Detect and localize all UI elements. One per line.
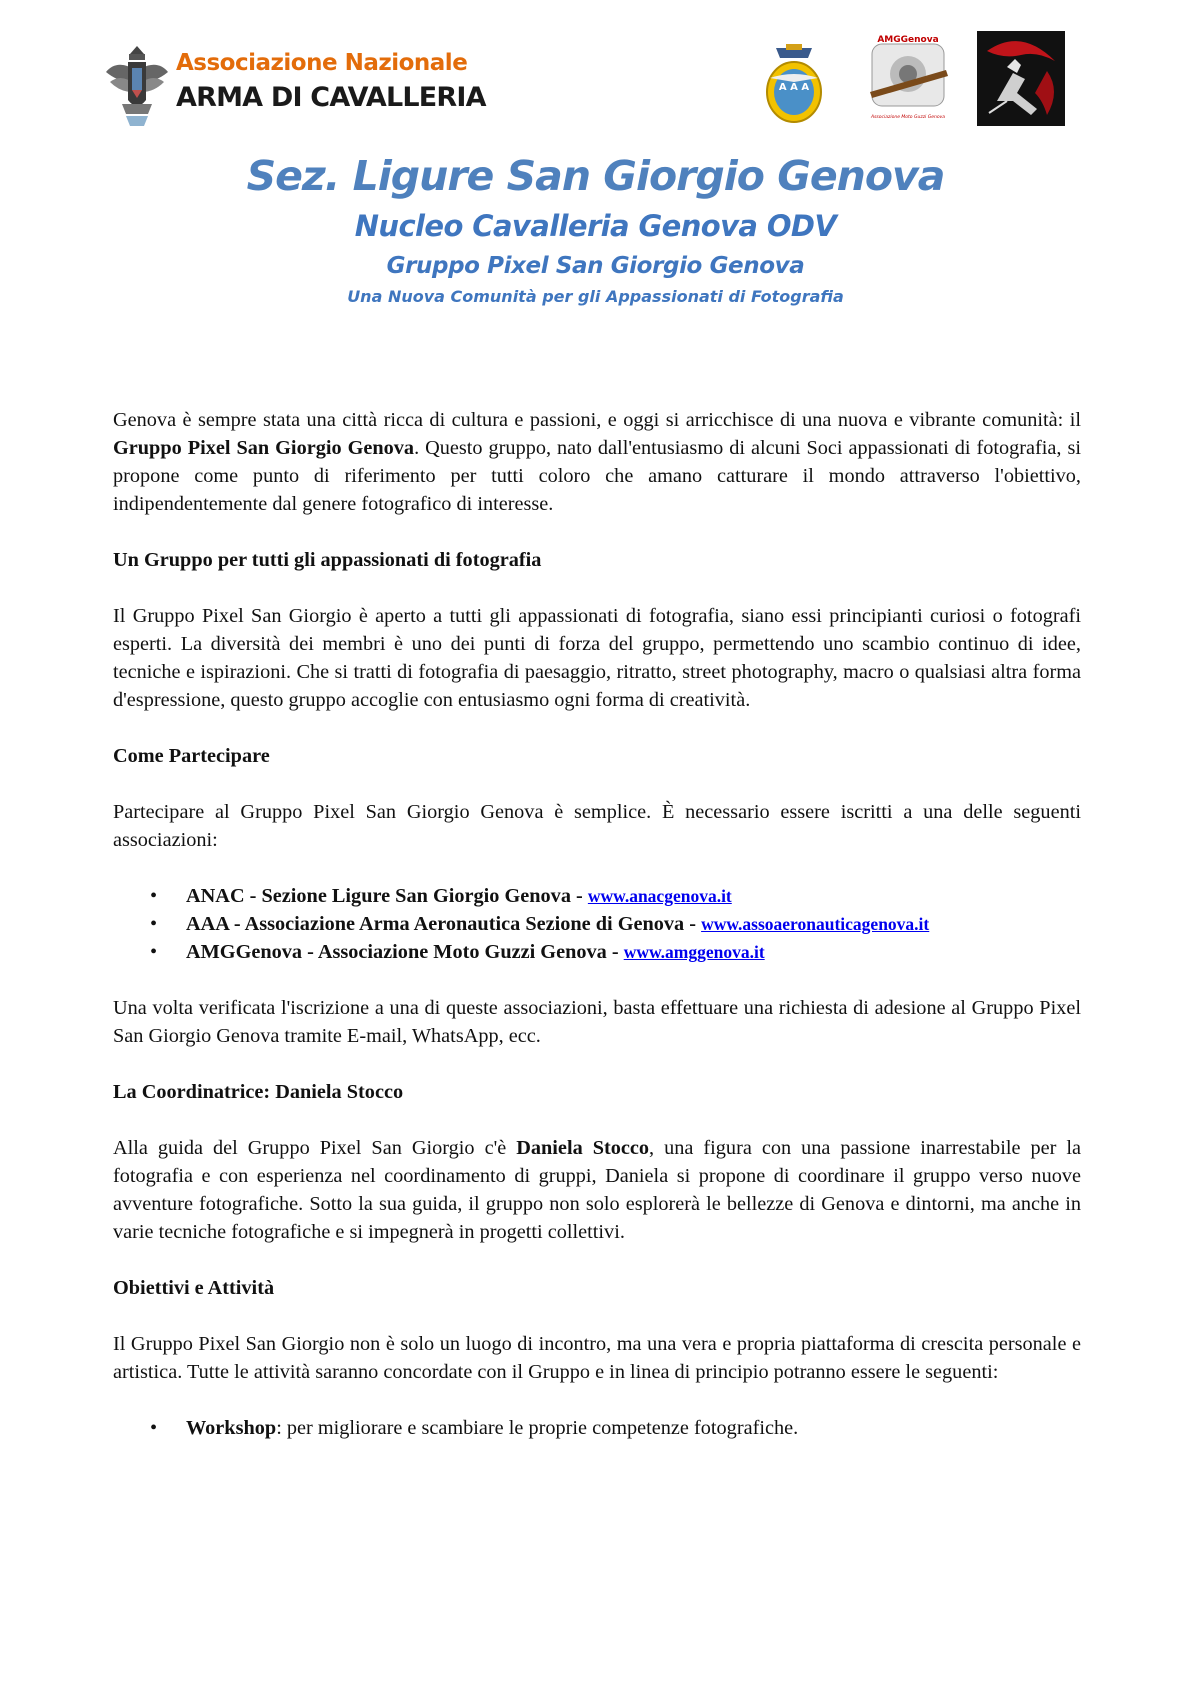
section-heading-obiettivi: Obiettivi e Attività: [113, 1277, 275, 1299]
aaa-letters: A A A: [778, 82, 810, 93]
coordinatrice-name: Daniela Stocco: [516, 1137, 650, 1159]
section-paragraph-gruppo: Il Gruppo Pixel San Giorgio è aperto a tutti gli appassionati di fotografia, siano essi principianti curiosi o fotografi esperti. La diversità dei membri è uno dei punti di forza del gruppo, permettendo uno scambio continuo di idee, tecniche e ispirazioni. Che si tratti di fotografia di paesaggio, ritratto, street photography, macro o qualsiasi altra forma d'espressione, questo gruppo accoglie con entusiasmo ogni forma di creatività.: [113, 605, 1081, 711]
amg-logo-caption: Associazione Moto Guzzi Genova: [870, 115, 946, 120]
amggenova-logo: [864, 30, 952, 125]
intro-bold: Gruppo Pixel San Giorgio Genova: [113, 437, 415, 459]
separator: -: [606, 941, 624, 963]
bullet: •: [150, 913, 158, 935]
separator: -: [570, 885, 588, 907]
san-giorgio-logo: [977, 31, 1065, 126]
section-paragraph-adesione: Una volta verificata l'iscrizione a una di queste associazioni, basta effettuare una richiesta di adesione al Gruppo Pixel San Giorgio Genova tramite E-mail, WhatsApp, ecc.: [113, 997, 1081, 1047]
association-name: ANAC - Sezione Ligure San Giorgio Genova: [186, 885, 571, 907]
section-heading-gruppo: Un Gruppo per tutti gli appassionati di fotografia: [113, 549, 542, 571]
aaa-logo: [764, 42, 824, 124]
cavalry-crest-icon: [102, 42, 172, 132]
association-name: AMGGenova - Associazione Moto Guzzi Genova: [186, 941, 607, 963]
section-heading-partecipare: Come Partecipare: [113, 745, 270, 767]
association-link-anac[interactable]: www.anacgenova.it: [587, 886, 732, 906]
anac-name-line1: Associazione Nazionale: [176, 50, 468, 76]
association-link-aaa[interactable]: www.assoaeronauticagenova.it: [701, 914, 930, 934]
section-paragraph-obiettivi: Il Gruppo Pixel San Giorgio non è solo un luogo di incontro, ma una vera e propria piattaforma di crescita personale e artistica. Tutte le attività saranno concordate con il Gruppo e in linea di principio potranno essere le seguenti:: [113, 1333, 1081, 1383]
coordinatrice-text-1: Alla guida del Gruppo Pixel San Giorgio c'è: [113, 1137, 517, 1159]
separator: -: [684, 913, 702, 935]
subtitle-gruppo: Gruppo Pixel San Giorgio Genova: [386, 253, 805, 279]
section-heading-coordinatrice: La Coordinatrice: Daniela Stocco: [113, 1081, 404, 1103]
amg-logo-text: AMGGenova: [877, 35, 939, 45]
activity-desc: : per migliorare e scambiare le proprie competenze fotografiche.: [276, 1417, 799, 1439]
list-item: [113, 882, 1081, 910]
activities-list: [113, 1414, 1081, 1442]
intro-paragraph: [113, 406, 1081, 518]
subtitle-nucleo: Nucleo Cavalleria Genova ODV: [354, 209, 837, 243]
list-item: [113, 910, 1081, 938]
intro-text-1: Genova è sempre stata una città ricca di cultura e passioni, e oggi si arricchisce di una nuova e vibrante comunità: il: [113, 409, 1081, 431]
coordinatrice-text-2: , una figura con una passione inarrestabile per la fotografia e con esperienza nel coordinamento di gruppi, Daniela si propone di coordinare il gruppo verso nuove avventure fotografiche. Sotto la sua guida, il gruppo non solo esplorerà le bellezze di Genova e dintorni, ma anche in varie tecniche fotografiche e si impegnerà in progetti collettivi.: [113, 1137, 1082, 1243]
bullet: •: [150, 1417, 158, 1439]
document-body: [113, 406, 1081, 1470]
intro-text-2: . Questo gruppo, nato dall'entusiasmo di alcuni Soci appassionati di fotografia, si propone come punto di riferimento per tutti coloro che amano catturare il mondo attraverso l'obiettivo, indipendentemente dal genere fotografico di interesse.: [113, 437, 1081, 515]
bullet: •: [150, 885, 158, 907]
list-item: [113, 938, 1081, 966]
bullet: •: [150, 941, 158, 963]
activity-name: Workshop: [186, 1417, 277, 1439]
associations-list: [113, 882, 1081, 966]
tagline: Una Nuova Comunità per gli Appassionati di Fotografia: [347, 287, 844, 306]
anac-name-line2: ARMA DI CAVALLERIA: [176, 82, 486, 113]
section-paragraph-partecipare: Partecipare al Gruppo Pixel San Giorgio Genova è semplice. È necessario essere iscritti a una delle seguenti associazioni:: [113, 801, 1081, 851]
list-item: [113, 1414, 1081, 1442]
page-title: Sez. Ligure San Giorgio Genova: [246, 152, 945, 200]
document-header: [0, 0, 1191, 135]
title-block: [0, 148, 1191, 310]
association-name: AAA - Associazione Arma Aeronautica Sezione di Genova: [186, 913, 685, 935]
association-link-amg[interactable]: www.amggenova.it: [623, 942, 765, 962]
anac-logo: [102, 42, 486, 132]
section-paragraph-coordinatrice: [113, 1134, 1081, 1246]
